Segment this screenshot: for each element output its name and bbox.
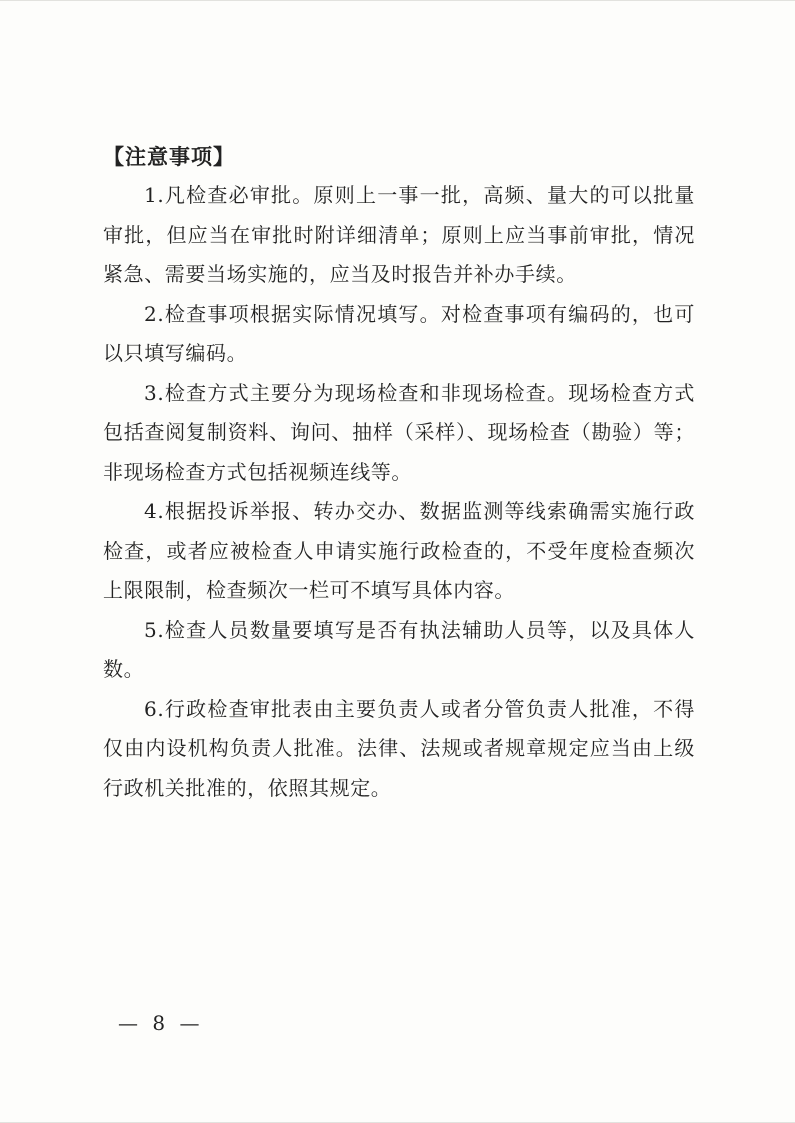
note-item-3: 3.检查方式主要分为现场检查和非现场检查。现场检查方式包括查阅复制资料、询问、抽样（采样）、现场检查（勘验）等；非现场检查方式包括视频连线等。 [103,380,695,484]
notes-heading: 【注意事项】 [103,144,235,169]
note-item-6: 6.行政检查审批表由主要负责人或者分管负责人批准，不得仅由内设机构负责人批准。法律、法规或者规章规定应当由上级行政机关批准的，依照其规定。 [103,696,695,800]
note-item-4: 4.根据投诉举报、转办交办、数据监测等线索确需实施行政检查，或者应被检查人申请实施行政检查的，不受年度检查频次上限限制，检查频次一栏可不填写具体内容。 [103,499,695,602]
page-number: — 8 — [118,1011,204,1035]
note-item-1: 1.凡检查必审批。原则上一事一批，高频、量大的可以批量审批，但应当在审批时附详细清单；原则上应当事前审批，情况紧急、需要当场实施的，应当及时报告并补办手续。 [103,183,695,286]
scan-top-edge [0,0,795,1]
notes-list [103,176,695,808]
note-item-5: 5.检查人员数量要填写是否有执法辅助人员等，以及具体人数。 [103,617,695,681]
note-item-2: 2.检查事项根据实际情况填写。对检查事项有编码的，也可以只填写编码。 [103,301,695,365]
